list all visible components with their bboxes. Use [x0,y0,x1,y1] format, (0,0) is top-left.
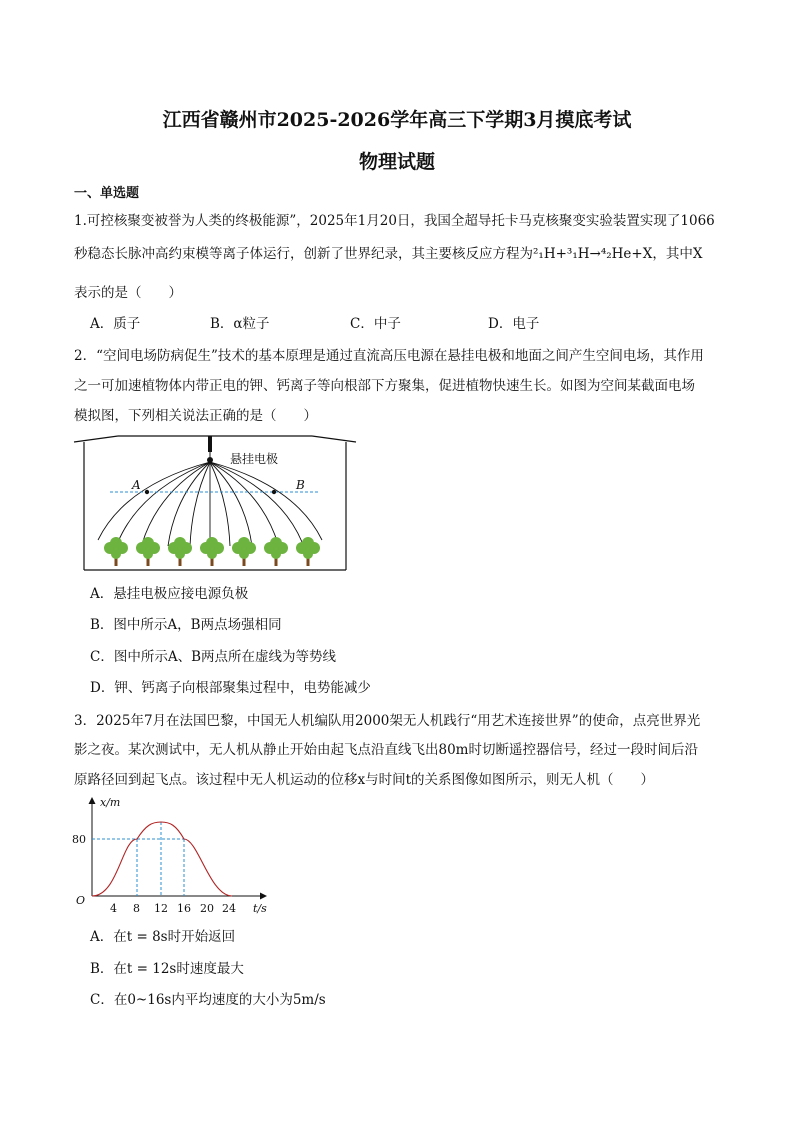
q1-line2 [74,242,734,262]
point-b [272,490,276,494]
section-heading: 一、单选题 [74,186,140,201]
q1-option-d[interactable]: D．电子 [488,316,540,332]
point-a-label: A [132,478,141,492]
q1-option-b[interactable]: B．α粒子 [210,316,270,332]
x-tick: 24 [222,902,236,915]
point-a [145,490,149,494]
plant-icon [104,537,128,566]
q2-option-a[interactable]: A．悬挂电极应接电源负极 [90,586,249,602]
field-lines [98,462,322,546]
q1-line1: 1.可控核聚变被誉为人类的终极能源”，2025年1月20日，我国全超导托卡马克核聚变实验装置实现了1066 [74,213,715,229]
plant-icon [264,537,288,566]
plant-icon [168,537,192,566]
q2-line2: 之一可加速植物体内带正电的钾、钙离子等向根部下方聚集，促进植物快速生长。如图为空间某截面电场 [74,378,695,394]
q3-option-a[interactable]: A．在t = 8s时开始返回 [90,929,236,945]
q1-option-a[interactable]: A．质子 [90,316,141,332]
q3-line1: 3．2025年7月在法国巴黎，中国无人机编队用2000架无人机践行“用艺术连接世界”的使命，点亮世界光 [74,713,701,729]
plant-icon [136,537,160,566]
exam-subtitle: 物理试题 [358,151,435,173]
x-axis-label: t/s [253,902,267,915]
q1-option-c[interactable]: C．中子 [350,316,401,332]
q2-option-c[interactable]: C．图中所示A、B两点所在虚线为等势线 [90,649,336,665]
q3-option-b[interactable]: B．在t = 12s时速度最大 [90,961,244,977]
y-axis-label: x/m [100,796,121,809]
q2-option-d[interactable]: D．钾、钙离子向根部聚集过程中，电势能减少 [90,680,371,696]
y-tick-80: 80 [72,833,86,846]
x-tick: 16 [177,902,191,915]
electric-field-diagram [70,430,360,575]
q1-line2-end: ，其中X [652,246,703,262]
q1-line2-text: 秒稳态长脉冲高约束模等离子体运行，创新了世界纪录，其主要核反应方程为 [74,246,533,262]
q1-equation: ²₁H+³₁H→⁴₂He+X [533,246,653,262]
x-tick: 20 [200,902,214,915]
q2-option-b[interactable]: B．图中所示A，B两点场强相同 [90,617,282,633]
point-b-label: B [296,478,305,492]
electrode-label: 悬挂电极 [230,452,279,466]
x-tick: 4 [110,902,117,915]
q3-line2: 影之夜。某次测试中，无人机从静止开始由起飞点沿直线飞出80m时切断遥控器信号，经过一段时间后沿 [74,742,698,758]
displacement-time-graph [70,792,280,918]
plant-icon [232,537,256,566]
q1-line3: 表示的是（ ） [74,285,182,301]
q3-option-c[interactable]: C．在0~16s内平均速度的大小为5m/s [90,992,326,1008]
origin-label: O [76,894,86,907]
q2-line3: 模拟图，下列相关说法正确的是（ ） [74,408,317,424]
x-tick: 8 [133,902,140,915]
displacement-curve [92,822,232,896]
plant-icon [296,537,320,566]
q3-line3: 原路径回到起飞点。该过程中无人机运动的位移x与时间t的关系图像如图所示，则无人机（ ） [74,772,655,788]
x-tick: 12 [154,902,168,915]
q2-line1: 2．“空间电场防病促生”技术的基本原理是通过直流高压电源在悬挂电极和地面之间产生空间电场，其作用 [74,348,704,364]
plant-icon [200,537,224,566]
exam-title: 江西省赣州市2025-2026学年高三下学期3月摸底考试 [162,109,632,131]
plant-row [104,537,320,566]
